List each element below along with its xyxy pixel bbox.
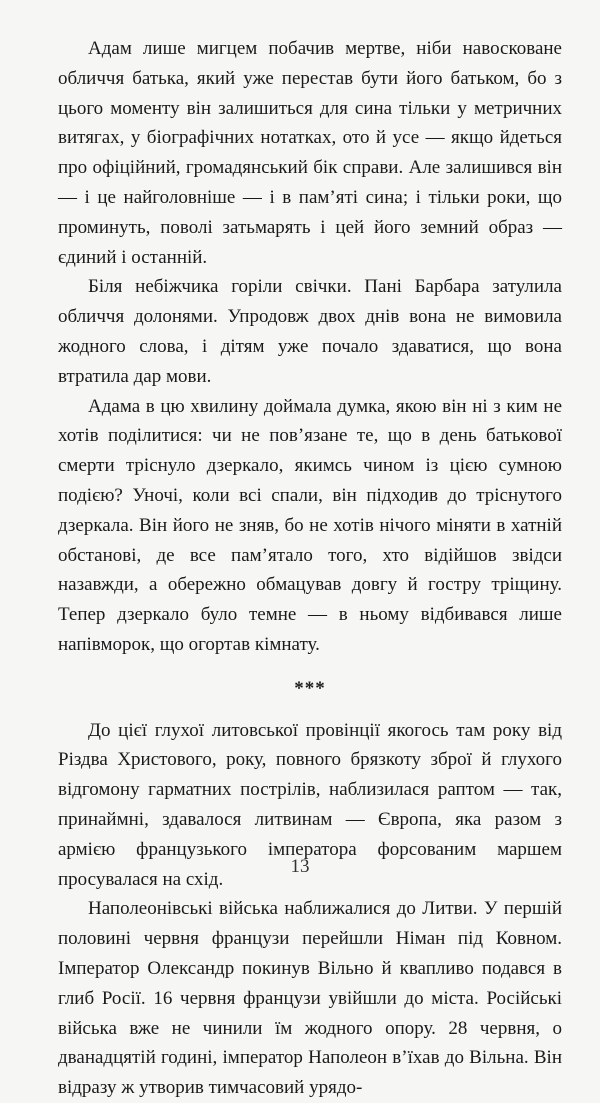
paragraph: До цієї глухої литовської провінції якогось там року від Різдва Христового, року, повного брязкоту зброї й глухого відгомону гарматних пострілів, наблизилася раптом — так, принаймні, здавалося литвинам — Європа, яка разом з армією французького імператора форсованим маршем просувалася на схід. [58,719,562,890]
paragraph: Наполеонівські війська наближалися до Литви. У першій половині червня французи перейшли Німан під Ковном. Імператор Олександр покинув Вільно й квапливо подався в глиб Росії. 16 червня французи увійшли до міста. Російські війська вже не чинили їм жодного опору. 28 червня, о дванадцятій годині, імператор Наполеон в’їхав до Вільна. Він відразу ж утворив тимчасовий урядо- [58,898,562,1099]
paragraph: Адам лише мигцем побачив мертве, ніби навосковане обличчя батька, який уже перестав бути його батьком, бо з цього моменту він залишиться для сина тільки у метричних витягах, у біографічних нотатках, ото й усе — якщо йдеться про офіційний, громадянський бік справи. Але залишився він — і це найголовніше — і в пам’яті сина; і тільки роки, що проминуть, поволі затьмарять і цей його земний образ — єдиний і останній. [58,38,562,268]
paragraph: Біля небіжчика горіли свічки. Пані Барбара затулила обличчя долонями. Упродовж двох днів вона не вимовила жодного слова, і дітям уже почало здаватися, що вона втратила дар мови. [58,276,562,387]
section-separator: *** [294,677,326,699]
section-2 [58,716,562,1103]
page-body [58,34,562,1103]
paragraph: Адама в цю хвилину доймала думка, якою він ні з ким не хотів поділитися: чи не пов’язане те, що в день батькової смерти тріснуло дзеркало, якимсь чином із цією сумною подією? Уночі, коли всі спали, він підходив до тріснутого дзеркала. Він його не зняв, бо не хотів нічого міняти в хатній обстанові, де все пам’ятало того, хто відійшов звідси назавжди, а обережно обмацував довгу й гостру тріщину. Тепер дзеркало було темне — в ньому відбивався лише напівморок, що огортав кімнату. [58,395,562,655]
page-number: 13 [290,856,310,877]
